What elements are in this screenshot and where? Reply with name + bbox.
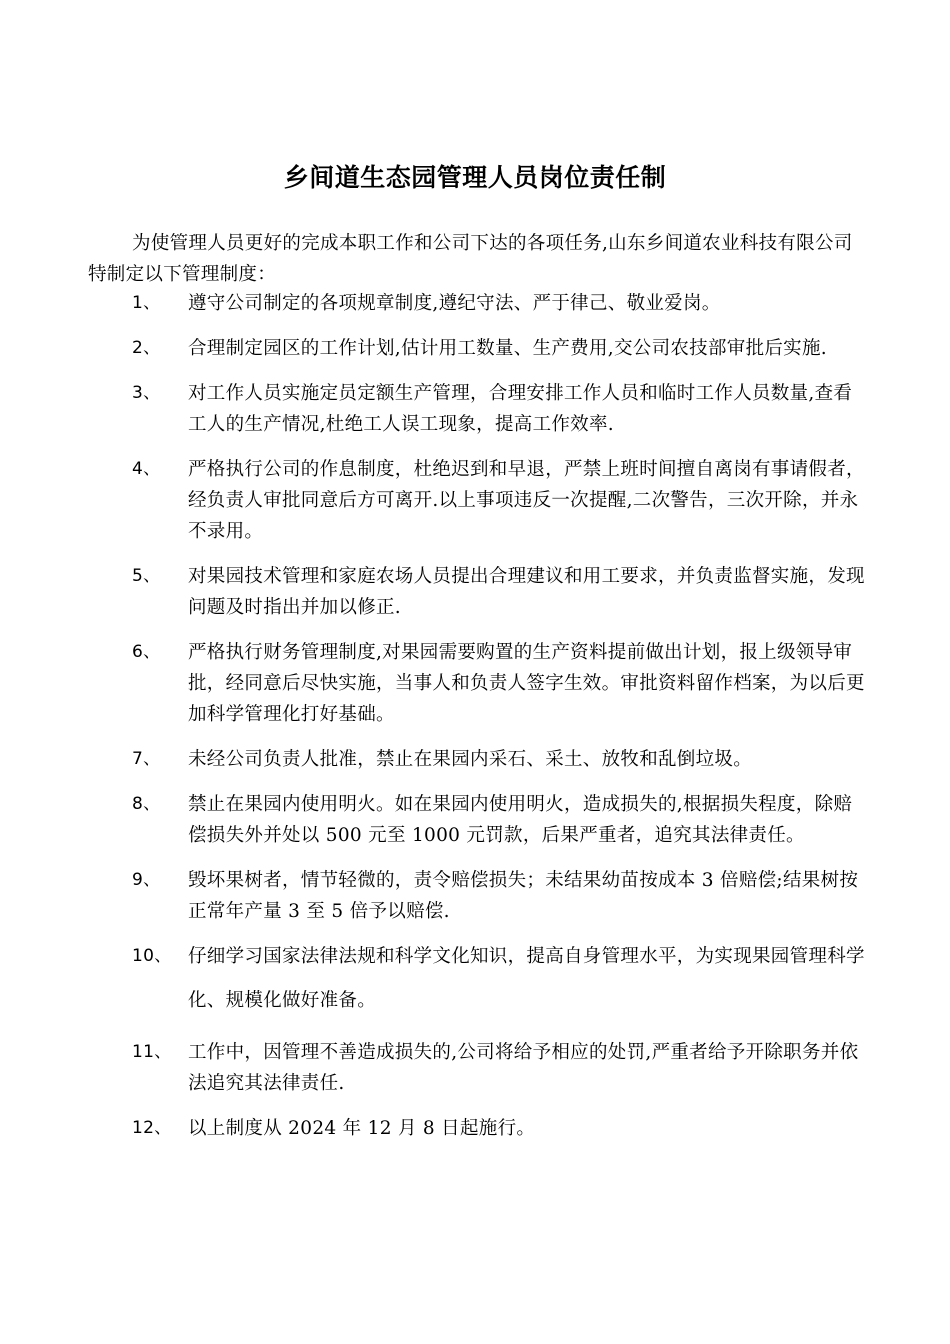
item-text: 以上制度从 2024 年 12 月 8 日起施行。 (188, 1118, 536, 1139)
item-text: 严格执行财务管理制度,对果园需要购置的生产资料提前做出计划，报上级领导审批，经同意后尽快实施，当事人和负责人签字生效。审批资料留作档案，为以后更加科学管理化打好基础。 (188, 642, 865, 725)
item-text: 对工作人员实施定员定额生产管理，合理安排工作人员和临时工作人员数量,查看工人的生产情况,杜绝工人误工现象，提高工作效率. (188, 383, 853, 435)
list-item (88, 744, 866, 775)
item-text: 禁止在果园内使用明火。如在果园内使用明火，造成损失的,根据损失程度，除赔偿损失外并处以 500 元至 1000 元罚款，后果严重者，追究其法律责任。 (188, 794, 853, 846)
document-title: 乡间道生态园管理人员岗位责任制 (283, 163, 667, 192)
rules-list (88, 288, 866, 1158)
item-text: 毁坏果树者，情节轻微的，责令赔偿损失；未结果幼苗按成本 3 倍赔偿;结果树按正常年产量 3 至 5 倍予以赔偿. (188, 870, 859, 922)
item-number: 3、 (132, 383, 161, 403)
item-number: 8、 (132, 794, 161, 814)
list-item (88, 378, 866, 440)
list-item (88, 1113, 866, 1144)
item-number: 10、 (132, 946, 172, 966)
item-text: 工作中，因管理不善造成损失的,公司将给予相应的处罚,严重者给予开除职务并依法追究其法律责任. (188, 1042, 859, 1094)
item-text: 合理制定园区的工作计划,估计用工数量、生产费用,交公司农技部审批后实施. (188, 338, 827, 359)
list-item (88, 865, 866, 927)
item-number: 2、 (132, 338, 161, 358)
item-number: 5、 (132, 566, 161, 586)
list-item (88, 637, 866, 730)
list-item (88, 454, 866, 547)
item-text: 对果园技术管理和家庭农场人员提出合理建议和用工要求，并负责监督实施，发现问题及时指出并加以修正. (188, 566, 865, 618)
item-number: 7、 (132, 749, 161, 769)
list-item (88, 288, 866, 319)
list-item (88, 561, 866, 623)
item-number: 12、 (132, 1118, 172, 1138)
list-item (88, 333, 866, 364)
item-text: 仔细学习国家法律法规和科学文化知识，提高自身管理水平，为实现果园管理科学化、规模化做好准备。 (188, 946, 865, 1011)
list-item (88, 941, 866, 1023)
item-number: 11、 (132, 1042, 172, 1062)
list-item (88, 789, 866, 851)
list-item (88, 1037, 866, 1099)
item-number: 4、 (132, 459, 161, 479)
item-text: 未经公司负责人批准，禁止在果园内采石、采土、放牧和乱倒垃圾。 (188, 749, 753, 770)
item-number: 9、 (132, 870, 161, 890)
intro-paragraph: 为使管理人员更好的完成本职工作和公司下达的各项任务,山东乡间道农业科技有限公司特制定以下管理制度： (88, 233, 853, 285)
item-number: 1、 (132, 293, 161, 313)
item-text: 严格执行公司的作息制度，杜绝迟到和早退，严禁上班时间擅自离岗有事请假者，经负责人审批同意后方可离开.以上事项违反一次提醒,二次警告，三次开除，并永不录用。 (188, 459, 865, 542)
item-number: 6、 (132, 642, 161, 662)
item-text: 遵守公司制定的各项规章制度,遵纪守法、严于律己、敬业爱岗。 (188, 293, 721, 314)
